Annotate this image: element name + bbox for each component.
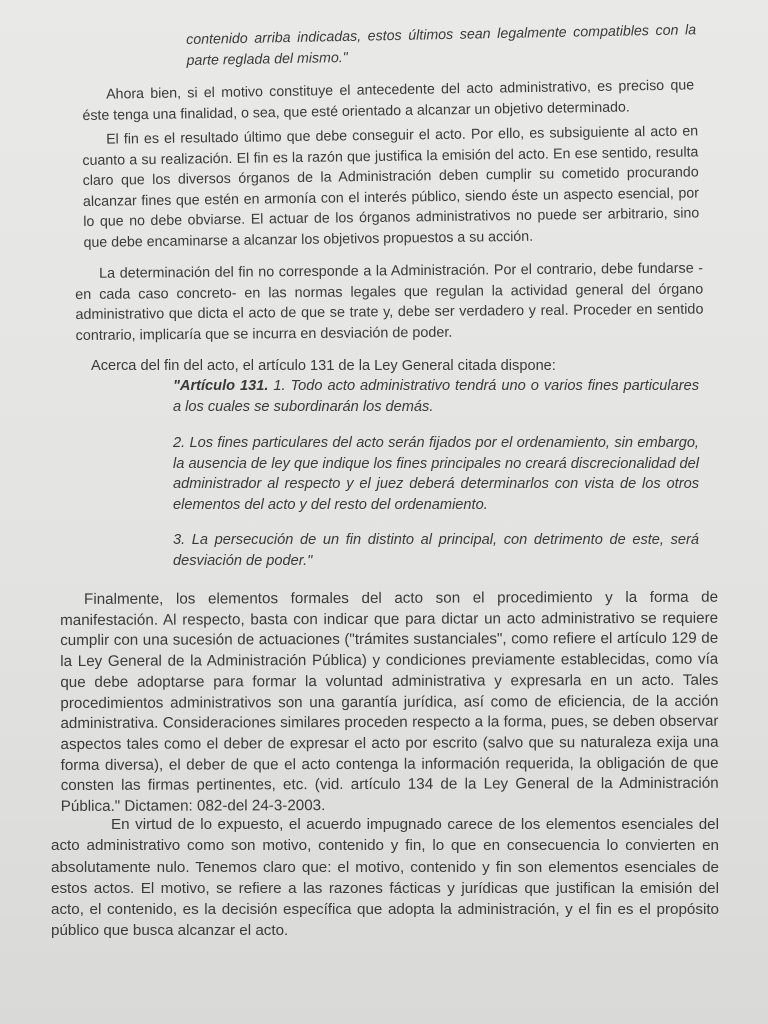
paragraph-virtud: En virtud de lo expuesto, el acuerdo impugnado carece de los elementos esenciales del acto administrativo como son motivo, contenido y fin, lo que en consecuencia lo convierten en absolutamente nulo. Tenemos claro que: el motivo, contenido y fin son elementos esenciales de estos actos. El motivo, se refiere a las razones fácticas y jurídicas que justifican la emisión del acto, el contenido, es la decisión específica que adopta la administración, y el fin es el propósito público que busca alcanzar el acto. [51,816,719,940]
paragraph-motivo: Ahora bien, si el motivo constituye el antecedente del acto administrativo, es preciso que éste tenga una finalidad, o sea, que esté orientado a alcanzar un objetivo determinado. [82,77,695,124]
quote-continuation: contenido arriba indicadas, estos últimos sean legalmente compatibles con la parte reglada del mismo." [186,22,697,69]
article-131-text-1: 1. Todo acto administrativo tendrá uno o varios fines particulares a los cuales se subordinarán los demás. [173,378,699,415]
paragraph-determinacion: La determinación del fin no corresponde a la Administración. Por el contrario, debe fundarse - en cada caso concreto- en las normas legales que regulan la actividad general del órgano administrativo que dicta el acto de que se trate y, debe ser verdadero y real. Proceder en sentido contrario, implicaría que se incurra en desviación de poder. [75,260,704,344]
paragraph-acerca: Acerca del fin del acto, el artículo 131 de la Ley General citada dispone: [91,358,556,374]
article-131-title: "Artículo 131. [173,378,269,394]
article-131-paragraph-1 [173,376,699,417]
paragraph-fin: El fin es el resultado último que debe conseguir el acto. Por ello, es subsiguiente al acto en cuanto a su realización. El fin es la razón que justifica la emisión del acto. En ese sentido, resulta claro que los diversos órganos de la Administración deben cumplir su cometido procurando alcanzar fines que estén en armonía con el interés público, siendo éste un aspecto esencial, por lo que no debe obviarse. El actuar de los órganos administrativos no puede ser arbitrario, sino que debe encaminarse a alcanzar los objetivos propuestos a su acción. [82,123,700,251]
article-131-paragraph-3: 3. La persecución de un fin distinto al principal, con detrimento de este, será desviación de poder." [173,532,699,569]
paragraph-finalmente: Finalmente, los elementos formales del acto son el procedimiento y la forma de manifestación. Al respecto, basta con indicar que para dictar un acto administrativo se requiere cumplir con una sucesión de actuaciones ("trámites sustanciales", como refiere el artículo 129 de la Ley General de la Administración Pública) y condiciones previamente establecidas, como vía que debe adoptarse para formar la voluntad administrativa y expresarla en un acto. Tales procedimientos administrativos son una garantía jurídica, así como de eficiencia, de la acción administrativa. Consideraciones similares proceden respecto a la forma, pues, se deben observar aspectos tales como el deber de expresar el acto por escrito (salvo que su naturaleza exija una forma diversa), el deber de que el acto contenga la información requerida, la obligación de que consten las firmas pertinentes, etc. (vid. artículo 134 de la Ley General de la Administración Pública." Dictamen: 082-del 24-3-2003. [60,588,719,816]
article-131-paragraph-2: 2. Los fines particulares del acto serán fijados por el ordenamiento, sin embargo, la ausencia de ley que indique los fines principales no creará discrecionalidad del administrador al respecto y el juez deberá determinarlos con vista de los otros elementos del acto y del resto del ordenamiento. [173,435,699,513]
